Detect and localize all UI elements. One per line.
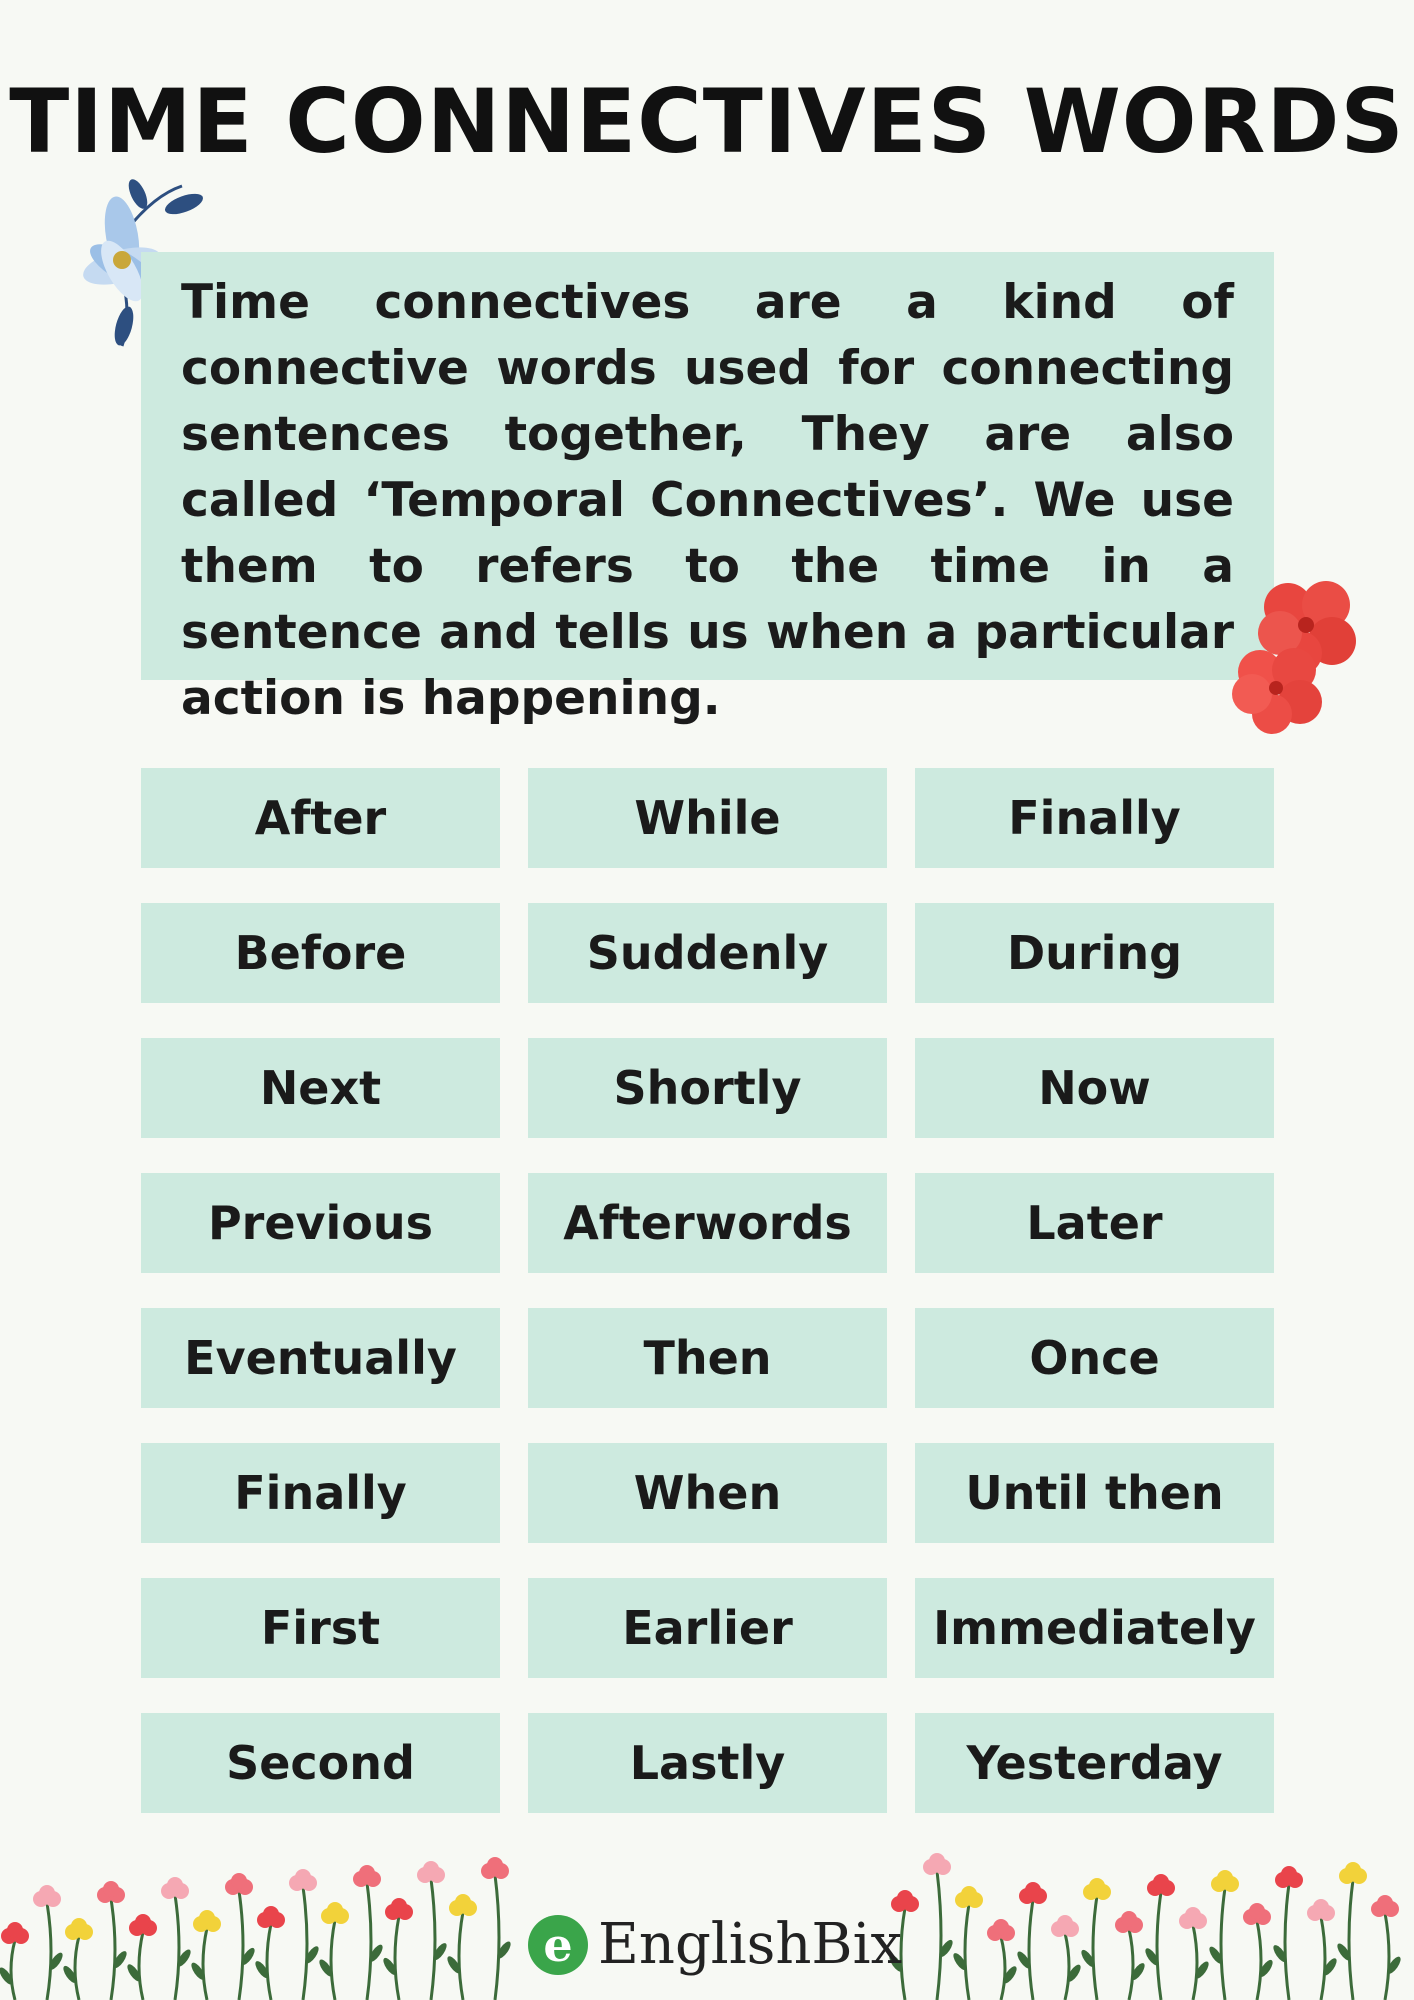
word-cell: Second — [141, 1713, 500, 1813]
word-cell: When — [528, 1443, 887, 1543]
page-title: TIME CONNECTIVES WORDS — [9, 70, 1405, 173]
word-cell: Next — [141, 1038, 500, 1138]
word-cell: Earlier — [528, 1578, 887, 1678]
word-cell: Then — [528, 1308, 887, 1408]
word-cell: During — [915, 903, 1274, 1003]
word-cell: Now — [915, 1038, 1274, 1138]
word-cell: First — [141, 1578, 500, 1678]
word-cell: Afterwords — [528, 1173, 887, 1273]
definition-box — [141, 252, 1274, 726]
word-cell: Yesterday — [915, 1713, 1274, 1813]
word-cell: Finally — [915, 768, 1274, 868]
word-cell: Previous — [141, 1173, 500, 1273]
word-cell: While — [528, 768, 887, 868]
word-cell: Eventually — [141, 1308, 500, 1408]
word-cell: Shortly — [528, 1038, 887, 1138]
brand-logo-icon: e — [528, 1915, 588, 1975]
word-cell: Finally — [141, 1443, 500, 1543]
brand-name: EnglishBix — [598, 1912, 903, 1977]
word-cell: Once — [915, 1308, 1274, 1408]
word-cell: Until then — [915, 1443, 1274, 1543]
red-flower-icon — [1226, 570, 1361, 740]
word-cell: Immediately — [915, 1578, 1274, 1678]
word-cell: Later — [915, 1173, 1274, 1273]
word-cell: Before — [141, 903, 500, 1003]
brand-footer — [528, 1912, 902, 1977]
words-grid — [141, 768, 1274, 1813]
word-cell: Lastly — [528, 1713, 887, 1813]
word-cell: Suddenly — [528, 903, 887, 1003]
definition-text: Time connectives are a kind of connective words used for connecting sentences together, They are also called ‘Temporal Connectives’. We use them to refers to the time in a sentence and tells us when a particular action is happening. — [181, 275, 1234, 726]
word-cell: After — [141, 768, 500, 868]
